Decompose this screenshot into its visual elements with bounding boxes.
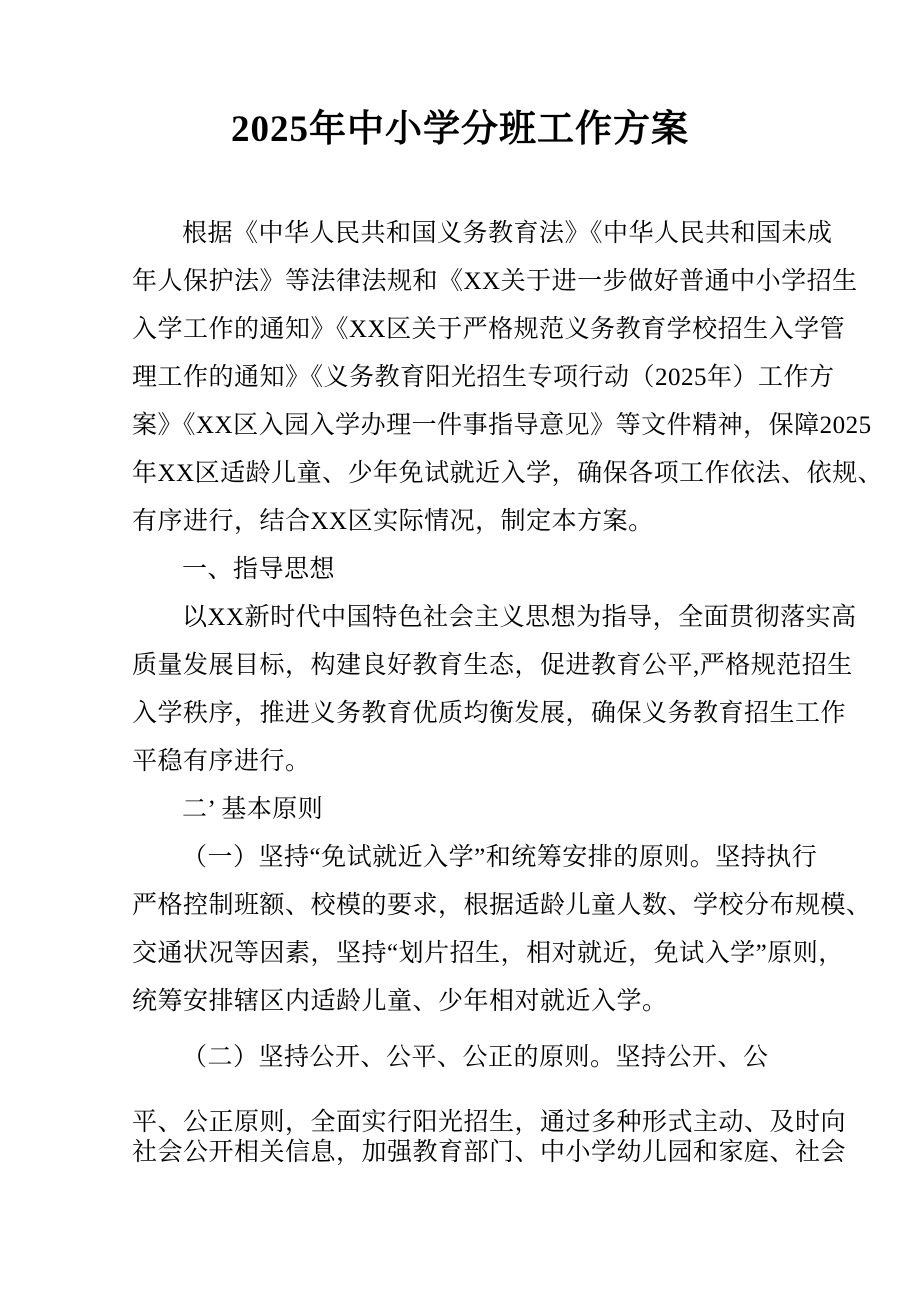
document-title: 2025年中小学分班工作方案 bbox=[231, 109, 689, 150]
heading-basic-principles bbox=[132, 786, 880, 834]
text-line: 一、指导思想 bbox=[182, 556, 336, 583]
text-line: 质量发展目标，构建良好教育生态，促进教育公平,严格规范招生 bbox=[132, 652, 853, 679]
text-line: 统筹安排辖区内适龄儿童、少年相对就近入学。 bbox=[132, 988, 668, 1015]
text-line: （一）坚持“免试就近入学”和统筹安排的原则。坚持执行 bbox=[182, 844, 818, 871]
text-line: 交通状况等因素，坚持“划片招生，相对就近，免试入学”原则， bbox=[132, 940, 844, 967]
text-line: 理工作的通知》《义务教育阳光招生专项行动（2025年）工作方 bbox=[132, 364, 835, 391]
text-line: 年人保护法》等法律法规和《XX关于进一步做好普通中小学招生 bbox=[132, 268, 858, 295]
intro-paragraph bbox=[132, 210, 884, 546]
text-line: （二）坚持公开、公平、公正的原则。坚持公开、公 bbox=[182, 1044, 769, 1071]
text-line: 入学秩序，推进义务教育优质均衡发展，确保义务教育招生工作 bbox=[132, 700, 847, 727]
text-line: 以XX新时代中国特色社会主义思想为指导，全面贯彻落实高 bbox=[182, 604, 857, 631]
text-line: 社会公开相关信息，加强教育部门、中小学幼儿园和家庭、社会 bbox=[132, 1139, 847, 1166]
text-line: 根据《中华人民共和国义务教育法》《中华人民共和国未成 bbox=[182, 220, 833, 247]
text-line: 有序进行，结合XX区实际情况，制定本方案。 bbox=[132, 508, 654, 535]
text-line: 年XX区适龄儿童、少年免试就近入学，确保各项工作依法、依规、 bbox=[132, 460, 884, 487]
text-line: 二’ 基本原则 bbox=[182, 796, 324, 823]
text-line: 案》《XX区入园入学办理一件事指导意见》等文件精神，保障2025 bbox=[132, 412, 872, 439]
document-body bbox=[0, 210, 920, 1168]
guiding-ideology-paragraph bbox=[132, 594, 880, 786]
text-line: 入学工作的通知》《XX区关于严格规范义务教育学校招生入学管 bbox=[132, 316, 846, 343]
principle-1-paragraph bbox=[132, 834, 880, 1026]
heading-guiding-ideology bbox=[132, 546, 880, 594]
text-line: 平、公正原则，全面实行阳光招生，通过多种形式主动、及时向 bbox=[132, 1109, 847, 1136]
text-line: 严格控制班额、校模的要求，根据适龄儿童人数、学校分布规模、 bbox=[132, 892, 872, 919]
text-line: 平稳有序进行。 bbox=[132, 748, 311, 775]
principle-2-paragraph bbox=[132, 1034, 880, 1082]
principle-2-continuation bbox=[132, 1108, 880, 1168]
